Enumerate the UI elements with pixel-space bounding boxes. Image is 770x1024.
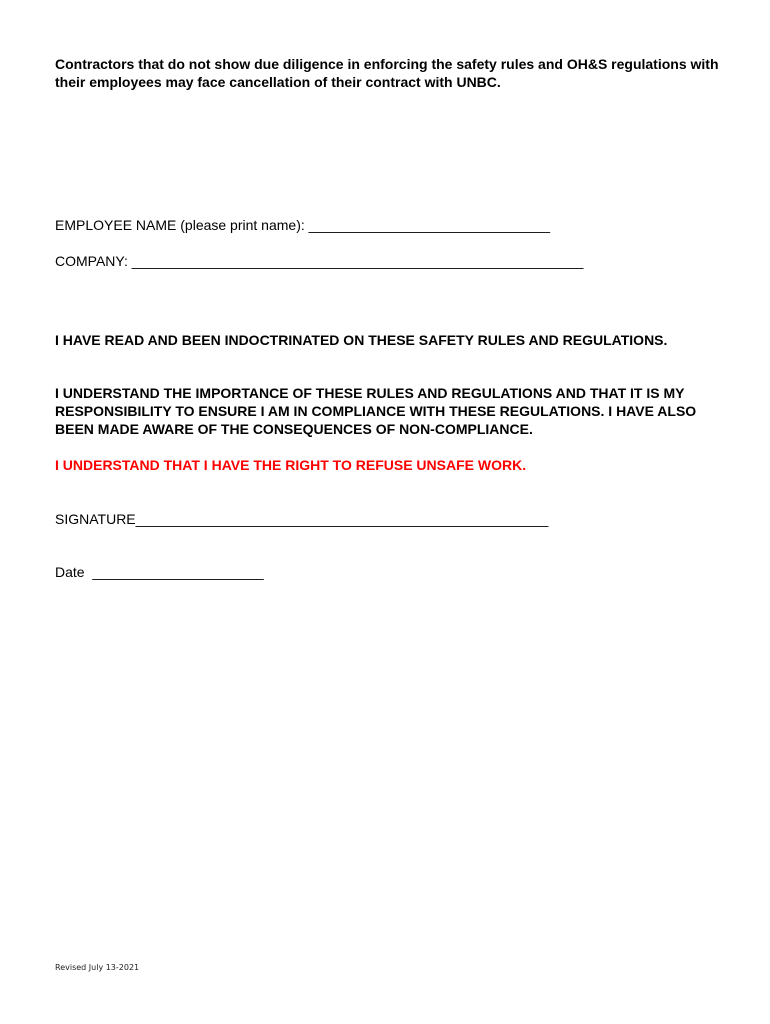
signature-field: SIGNATURE_____________________________________________________ [55,511,549,527]
company-field: COMPANY: __________________________________________________________ [55,253,584,269]
revision-footer: Revised July 13-2021 [55,963,140,972]
acknowledgement-read: I HAVE READ AND BEEN INDOCTRINATED ON THESE SAFETY RULES AND REGULATIONS. [55,332,668,348]
acknowledgement-understand: I UNDERSTAND THE IMPORTANCE OF THESE RULES AND REGULATIONS AND THAT IT IS MY RESPONSIBILITY TO ENSURE I AM IN COMPLIANCE WITH THESE REGULATIONS. I HAVE ALSO BEEN MADE AWARE OF THE CONSEQUENCES OF NON-COMPLIANCE. [55,385,701,437]
intro-paragraph: Contractors that do not show due diligence in enforcing the safety rules and OH&S regulations with their employees may face cancellation of their contract with UNBC. [55,56,723,90]
acknowledgement-right-to-refuse: I UNDERSTAND THAT I HAVE THE RIGHT TO REFUSE UNSAFE WORK. [55,457,527,473]
date-field: Date ______________________ [55,564,264,580]
employee-name-field: EMPLOYEE NAME (please print name): _______________________________ [55,217,551,233]
